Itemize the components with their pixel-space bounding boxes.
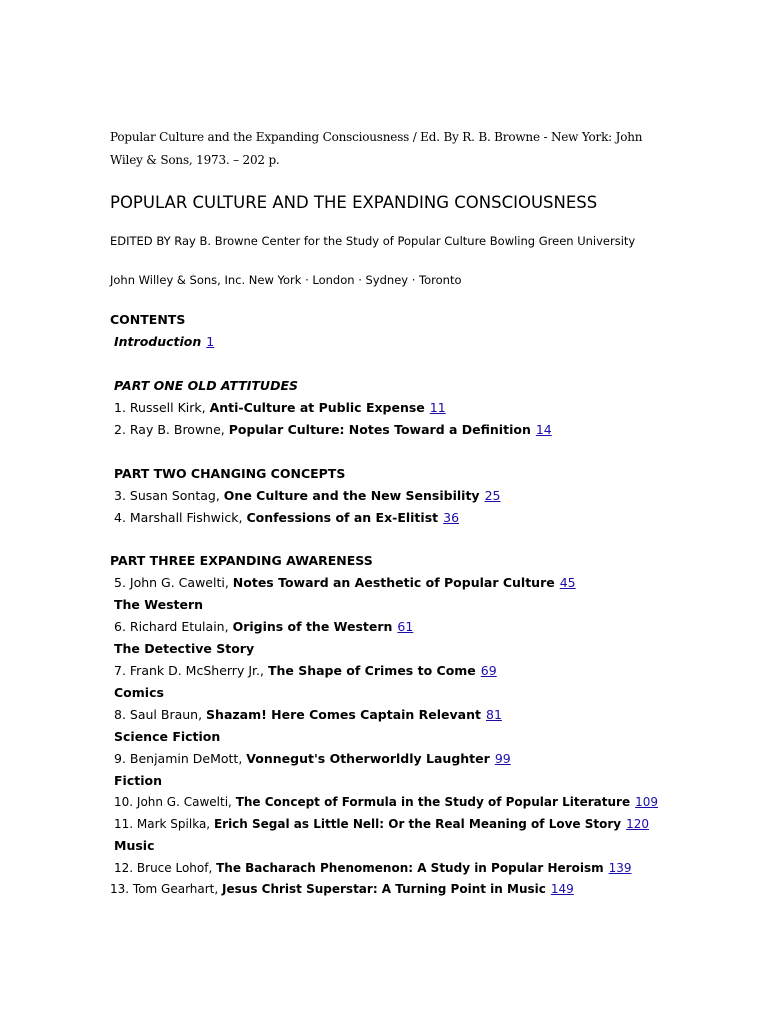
- entry-title: Notes Toward an Aesthetic of Popular Culture: [232, 575, 555, 590]
- bibliographic-citation: Popular Culture and the Expanding Consciousness / Ed. By R. B. Browne - New York: John Wiley & Sons, 1973. – 202 p.: [110, 130, 643, 167]
- toc-entry: [114, 859, 638, 877]
- entry-author: 5. John G. Cawelti,: [114, 575, 229, 590]
- page-link[interactable]: 14: [535, 422, 552, 437]
- toc-entry: [114, 399, 452, 417]
- book-title: POPULAR CULTURE AND THE EXPANDING CONSCIOUSNESS: [110, 193, 598, 212]
- entry-author: 6. Richard Etulain,: [114, 619, 229, 634]
- entry-author: 2. Ray B. Browne,: [114, 422, 225, 437]
- section-heading-detective: The Detective Story: [114, 641, 255, 656]
- page-link[interactable]: 36: [443, 510, 460, 525]
- entry-author: 11. Mark Spilka,: [114, 817, 211, 831]
- page-link[interactable]: 25: [484, 488, 501, 503]
- toc-entry: [110, 880, 580, 898]
- entry-title: Origins of the Western: [232, 619, 393, 634]
- toc-entry: [114, 574, 582, 592]
- entry-author: 12. Bruce Lohof,: [114, 861, 213, 875]
- page-link[interactable]: 69: [480, 663, 497, 678]
- toc-entry: [114, 487, 507, 505]
- entry-author: 3. Susan Sontag,: [114, 488, 220, 503]
- toc-entry: [114, 706, 508, 724]
- toc-entry: [114, 750, 517, 768]
- entry-author: 10. John G. Cawelti,: [114, 795, 232, 809]
- page-link[interactable]: 99: [494, 751, 511, 766]
- entry-author: 9. Benjamin DeMott,: [114, 751, 243, 766]
- page-link[interactable]: 109: [635, 795, 658, 809]
- toc-entry: [114, 662, 503, 680]
- entry-title: One Culture and the New Sensibility: [223, 488, 480, 503]
- page-link[interactable]: 45: [559, 575, 576, 590]
- toc-entry: [114, 618, 419, 636]
- page-link[interactable]: 1: [206, 334, 215, 349]
- entry-author: 4. Marshall Fishwick,: [114, 510, 243, 525]
- page-link[interactable]: 11: [429, 400, 446, 415]
- toc-entry: [114, 793, 664, 811]
- entry-title: Jesus Christ Superstar: A Turning Point in Music: [222, 882, 546, 896]
- section-heading-music: Music: [114, 838, 155, 853]
- entry-author: 13. Tom Gearhart,: [110, 882, 219, 896]
- entry-title: The Shape of Crimes to Come: [267, 663, 476, 678]
- entry-title: Erich Segal as Little Nell: Or the Real Meaning of Love Story: [213, 817, 622, 831]
- toc-entry: [114, 509, 465, 527]
- entry-title: The Bacharach Phenomenon: A Study in Popular Heroism: [216, 861, 604, 875]
- page-link[interactable]: 149: [550, 882, 574, 896]
- part-three-heading: PART THREE EXPANDING AWARENESS: [110, 553, 373, 568]
- entry-title: Popular Culture: Notes Toward a Definition: [228, 422, 531, 437]
- section-heading-western: The Western: [114, 597, 204, 612]
- toc-introduction: [114, 333, 220, 351]
- page-link[interactable]: 120: [626, 817, 649, 831]
- entry-title: Vonnegut's Otherworldly Laughter: [246, 751, 490, 766]
- edited-by-line: EDITED BY Ray B. Browne Center for the Study of Popular Culture Bowling Green University: [110, 234, 636, 248]
- entry-author: 1. Russell Kirk,: [114, 400, 206, 415]
- page-link[interactable]: 61: [397, 619, 414, 634]
- entry-title: Anti-Culture at Public Expense: [209, 400, 425, 415]
- entry-title: The Concept of Formula in the Study of Popular Literature: [235, 795, 631, 809]
- publisher-line: John Willey & Sons, Inc. New York · London · Sydney · Toronto: [110, 273, 462, 287]
- section-heading-science-fiction: Science Fiction: [114, 729, 221, 744]
- entry-title: Confessions of an Ex-Elitist: [246, 510, 439, 525]
- page-link[interactable]: 81: [486, 707, 502, 722]
- section-heading-comics: Comics: [114, 685, 164, 700]
- toc-entry: [114, 421, 558, 439]
- introduction-label: Introduction: [114, 334, 202, 349]
- part-one-heading: PART ONE OLD ATTITUDES: [114, 378, 298, 393]
- entry-title: Shazam! Here Comes Captain Relevant: [206, 707, 481, 722]
- page-link[interactable]: 139: [608, 861, 632, 875]
- part-two-heading: PART TWO CHANGING CONCEPTS: [114, 466, 346, 481]
- entry-author: 8. Saul Braun,: [114, 707, 203, 722]
- entry-author: 7. Frank D. McSherry Jr.,: [114, 663, 264, 678]
- contents-heading: CONTENTS: [110, 312, 186, 327]
- toc-entry: [114, 815, 655, 833]
- section-heading-fiction: Fiction: [114, 773, 162, 788]
